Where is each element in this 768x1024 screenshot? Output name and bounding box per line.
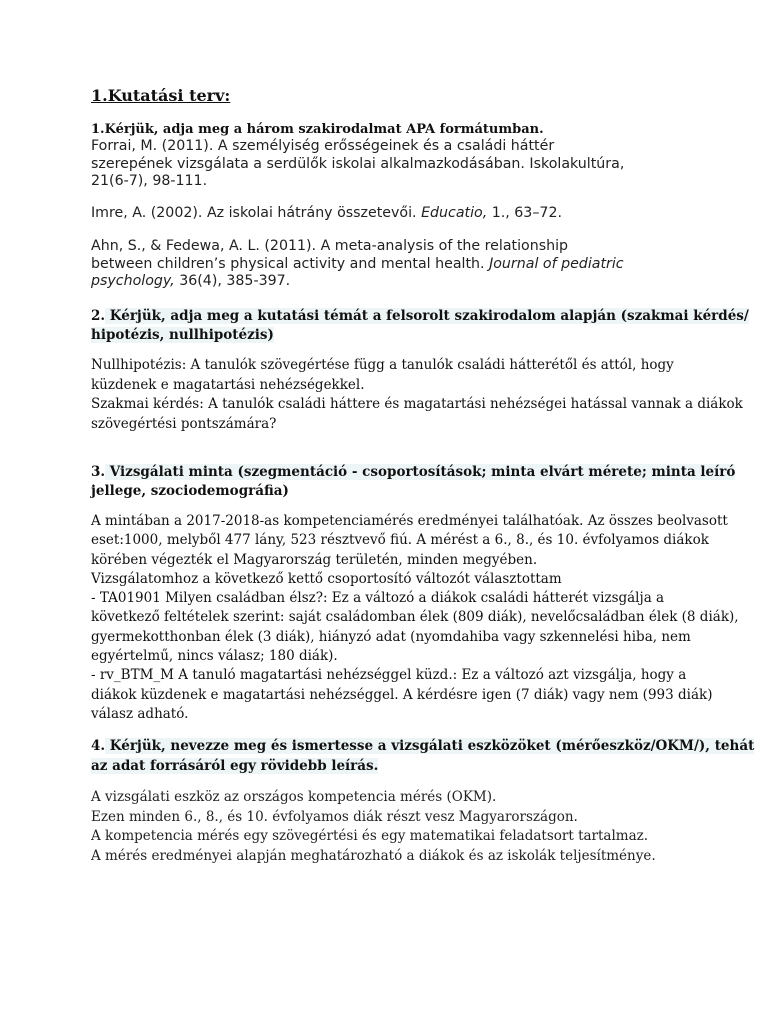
- document-title: 1.Kutatási terv:: [91, 86, 231, 105]
- reference-3-journal: Journal of pediatric: [489, 255, 624, 272]
- q2-heading-text: Kérjük, adja meg a kutatási témát a felsorolt szakirodalom alapján (szakmai kérdés/: [105, 308, 749, 324]
- reference-3-pages: 36(4), 385-397.: [174, 273, 291, 289]
- q4-number: 4.: [91, 738, 106, 754]
- reference-2-journal: Educatio,: [421, 205, 488, 221]
- q2-heading-text: hipotézis, nullhipotézis): [91, 327, 274, 343]
- paragraph-line: gyermekotthonban élek (3 diák), hiányzó adat (nyomdahiba vagy szkennelési hiba, nem: [91, 628, 691, 645]
- reference-2: [91, 205, 691, 223]
- q3-heading-text: Vizsgálati minta (szegmentáció - csoportosítások; minta elvárt mérete; minta leíró: [105, 464, 736, 480]
- paragraph-line: küzdenek e magatartási nehézségekkel.: [91, 376, 365, 393]
- q3-answer: [91, 512, 739, 724]
- reference-1-line: 21(6-7), 98-111.: [91, 173, 208, 189]
- q2-answer: [91, 356, 743, 434]
- q1-heading: 1.Kérjük, adja meg a három szakirodalmat APA formátumban.: [91, 122, 544, 137]
- q3-heading-text: jellege, szociodemográfia): [91, 482, 289, 499]
- reference-1-line: szerepének vizsgálata a serdülők iskolai alkalmazkodásában. Iskolakultúra,: [91, 155, 625, 172]
- q4-heading: [91, 737, 755, 776]
- q4-answer: [91, 788, 691, 866]
- paragraph-line: - TA01901 Milyen családban élsz?: Ez a változó a diákok családi hátterét vizsgálja a: [91, 590, 665, 607]
- paragraph-line: válasz adható.: [91, 705, 189, 722]
- reference-1: [91, 138, 691, 191]
- paragraph-line: Vizsgálatomhoz a következő kettő csoportosító változót választottam: [91, 570, 562, 587]
- paragraph-line: következő feltételek szerint: saját családomban élek (809 diák), nevelőcsaládban élek (8 diák),: [91, 609, 739, 626]
- paragraph-line: Szakmai kérdés: A tanulók családi háttere és magatartási nehézségei hatással vannak a diákok: [91, 396, 743, 412]
- paragraph-line: szövegértési pontszámára?: [91, 415, 277, 432]
- paragraph-line: - rv_BTM_M A tanuló magatartási nehézséggel küzd.: Ez a változó azt vizsgálja, hogy a: [91, 667, 687, 684]
- reference-3: [91, 238, 691, 291]
- paragraph-line: egyértelmű, nincs válasz; 180 diák).: [91, 648, 338, 665]
- q3-heading: [91, 463, 736, 500]
- q4-heading-text: az adat forrásáról egy rövidebb leírás.: [91, 757, 379, 774]
- paragraph-line: A mintában a 2017-2018-as kompetenciamérés eredményei találhatóak. Az összes beolvasott: [91, 513, 728, 529]
- paragraph-line: diákok küzdenek e magatartási nehézséggel. A kérdésre igen (7 diák) vagy nem (993 diák): [91, 686, 713, 703]
- paragraph-line: Nullhipotézis: A tanulók szövegértése függ a tanulók családi hátterétől és attól, hogy: [91, 357, 674, 373]
- paragraph-line: A vizsgálati eszköz az országos kompetencia mérés (OKM).: [91, 789, 497, 805]
- reference-3-line: Ahn, S., & Fedewa, A. L. (2011). A meta-analysis of the relationship: [91, 238, 569, 254]
- q2-number: 2.: [91, 308, 106, 324]
- reference-3-journal-cont: psychology,: [91, 273, 175, 289]
- paragraph-line: körében végezték el Magyarország területén, minden megyében.: [91, 551, 538, 568]
- paragraph-line: A kompetencia mérés egy szövegértési és egy matematikai feladatsort tartalmaz.: [91, 828, 649, 844]
- reference-2-pages: 1., 63–72.: [487, 205, 562, 221]
- q3-number: 3.: [91, 464, 106, 480]
- paragraph-line: eset:1000, melyből 477 lány, 523 résztvevő fiú. A mérést a 6., 8., és 10. évfolyamos diákok: [91, 532, 709, 549]
- reference-3-text: between children’s physical activity and mental health.: [91, 255, 490, 272]
- paragraph-line: A mérés eredményei alapján meghatározható a diákok és az iskolák teljesítménye.: [91, 847, 656, 864]
- q2-heading: [91, 307, 749, 345]
- reference-1-line: Forrai, M. (2011). A személyiség erősségeinek és a családi háttér: [91, 138, 555, 154]
- q4-heading-text: Kérjük, nevezze meg és ismertesse a vizsgálati eszközöket (mérőeszköz/OKM/), tehát: [105, 738, 755, 754]
- reference-2-text: Imre, A. (2002). Az iskolai hátrány összetevői.: [91, 205, 422, 221]
- paragraph-line: Ezen minden 6., 8., és 10. évfolyamos diák részt vesz Magyarországon.: [91, 808, 578, 825]
